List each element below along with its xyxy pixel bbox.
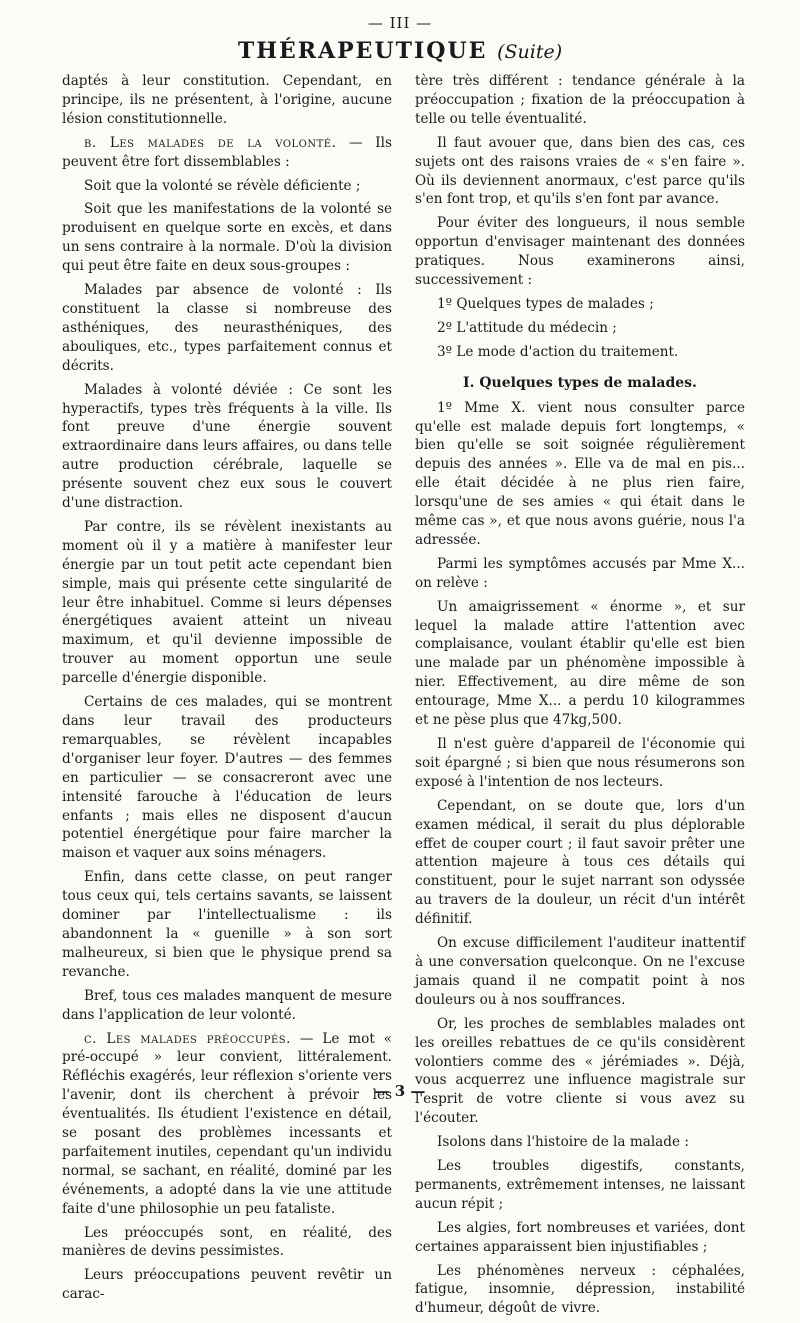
paragraph: 1º Mme X. vient nous consulter parce qu'elle est malade depuis fort longtemps, « bien qu'elle se soit soignée régulièrement depuis des années ». Elle va de mal en pis... elle était décidée à ne plus rien faire, lorsqu'une de ses amies « qui était dans le même cas », et que nous avons guérie, nous l'a adressée. [415, 399, 745, 548]
paragraph: Enfin, dans cette classe, on peut ranger tous ceux qui, tels certains savants, se laissent dominer par l'intellectualisme : ils abandonnent la « guenille » à son sort malheureux, si bien que le physique prend sa revanche. [62, 869, 392, 980]
paragraph: Il n'est guère d'appareil de l'économie qui soit épargné ; si bien que nous résumerons son exposé à l'intention de nos lecteurs. [415, 736, 745, 790]
paragraph: Les phénomènes nerveux : céphalées, fatigue, insomnie, dépression, instabilité d'humeur, dégoût de vivre. [415, 1262, 745, 1317]
paragraph: daptés à leur constitution. Cependant, en principe, ils ne présentent, à l'origine, aucune lésion constitutionnelle. [62, 73, 392, 127]
paragraph: b. Les malades de la volonté. — Ils peuvent être fort dissemblables : [62, 134, 392, 170]
paragraph: Soit que les manifestations de la volonté se produisent en quelque sorte en excès, et dans un sens contraire à la normale. D'où la division qui peut être faite en deux sous-groupes : [62, 201, 392, 275]
list-item: 2º L'attitude du médecin ; [437, 319, 617, 336]
list-item: 1º Quelques types de malades ; [437, 295, 654, 312]
paragraph: c. Les malades préoccupés. — Le mot « pré-occupé » leur convient, littéralement. Réfléchis exagérés, leur réflexion s'oriente vers l'avenir, dont ils cherchent à prévoir les éventualités. Ils étudient l'existence en détail, se posant des problèmes incessants et parfaitement inutiles, cependant qu'un individu normal, se sachant, en réalité, dominé par les événements, a adopté dans la vie une attitude faite d'une philosophie un peu fataliste. [62, 1030, 392, 1217]
paragraph: Les préoccupés sont, en réalité, des manières de devins pessimistes. [62, 1224, 392, 1260]
title-suite: (Suite) [497, 41, 563, 63]
paragraph: Cependant, on se doute que, lors d'un examen médical, il serait du plus déplorable effet de couper court ; il faut savoir prêter une attention majeure à tous ces détails qui constituent, pour le sujet narrant son odyssée au travers de la douleur, un récit d'un intérêt définitif. [415, 797, 745, 928]
paragraph: Malades à volonté déviée : Ce sont les hyperactifs, types très fréquents à la ville. Ils font preuve d'une énergie souvent extraordinaire dans leurs affaires, ou dans telle autre production cérébrale, laquelle se présente souvent chez eux sous le couvert d'une distraction. [62, 381, 392, 512]
right-column [415, 72, 745, 1323]
subsection-label: b. Les malades de la volonté. [84, 134, 337, 151]
left-column [62, 72, 392, 1309]
paragraph: Un amaigrissement « énorme », et sur lequel la malade attire l'attention avec complaisance, voulant établir qu'elle est bien une malade par un phénomène impossible à nier. Effectivement, au dire même de son entourage, Mme X... a perdu 10 kilogrammes et ne pèse plus que 47kg,500. [415, 598, 745, 729]
paragraph: Soit que la volonté se révèle déficiente ; [84, 177, 361, 194]
section-heading: I. Quelques types de malades. [463, 374, 697, 391]
paragraph: Isolons dans l'histoire de la malade : [437, 1134, 689, 1151]
title-main: THÉRAPEUTIQUE [237, 38, 488, 64]
paragraph: Les algies, fort nombreuses et variées, dont certaines apparaissent bien injustifiables ; [415, 1219, 745, 1255]
paragraph: Bref, tous ces malades manquent de mesure dans l'application de leur volonté. [62, 987, 392, 1023]
paragraph: Les troubles digestifs, constants, permanents, extrêmement intenses, ne laissant aucun répit ; [415, 1158, 745, 1212]
paragraph: Par contre, ils se révèlent inexistants au moment où il y a matière à manifester leur énergie par un tout petit acte cependant bien simple, mais qui présente cette singularité de leur être inhabituel. Comme si leurs dépenses énergétiques avaient atteint un niveau maximum, et qu'il devienne impossible de trouver au moment opportun une seule parcelle d'énergie disponible. [62, 518, 392, 687]
roman-page-number: — III — [367, 14, 433, 32]
list-item: 3º Le mode d'action du traitement. [437, 343, 679, 360]
paragraph: Parmi les symptômes accusés par Mme X... on relève : [415, 555, 745, 591]
page-title [0, 38, 800, 64]
paragraph: Pour éviter des longueurs, il nous semble opportun d'envisager maintenant des données pratiques. Nous examinerons ainsi, successivement : [415, 215, 745, 289]
paragraph: On excuse difficilement l'auditeur inattentif à une conversation quelconque. On ne l'excuse jamais quand il ne compatit point à nos douleurs ou à nos souffrances. [415, 935, 745, 1008]
paragraph: Or, les proches de semblables malades ont les oreilles rebattues de ce qu'ils considèrent volontiers comme des « jérémiades ». Déjà, vous acquerrez une influence magistrale sur l'esprit de votre cliente si vous avez su l'écouter. [415, 1015, 745, 1127]
paragraph: Malades par absence de volonté : Ils constituent la classe si nombreuse des asthéniques, des neurasthéniques, des abouliques, etc., types parfaitement connus et décrits. [62, 282, 392, 374]
paragraph: Leurs préoccupations peuvent revêtir un carac- [62, 1267, 392, 1303]
subsection-label: c. Les malades préoccupés. [84, 1030, 291, 1047]
paragraph: Certains de ces malades, qui se montrent dans leur travail des producteurs remarquables, se révèlent incapables d'organiser leur foyer. D'autres — des femmes en particulier — se consacreront avec une intensité farouche à l'éducation de leurs enfants ; mais elles ne disposent d'aucun potentiel énergétique pour faire marcher la maison et vaquer aux soins ménagers. [62, 694, 392, 862]
paragraph: tère très différent : tendance générale à la préoccupation ; fixation de la préoccupation à telle ou telle éventualité. [415, 73, 745, 127]
page-folio: — 3 — [374, 1082, 426, 1100]
paragraph: Il faut avouer que, dans bien des cas, ces sujets ont des raisons vraies de « s'en faire ». Où ils deviennent anormaux, c'est parce qu'ils s'en font trop, et qu'ils s'en font par avance. [415, 134, 745, 208]
